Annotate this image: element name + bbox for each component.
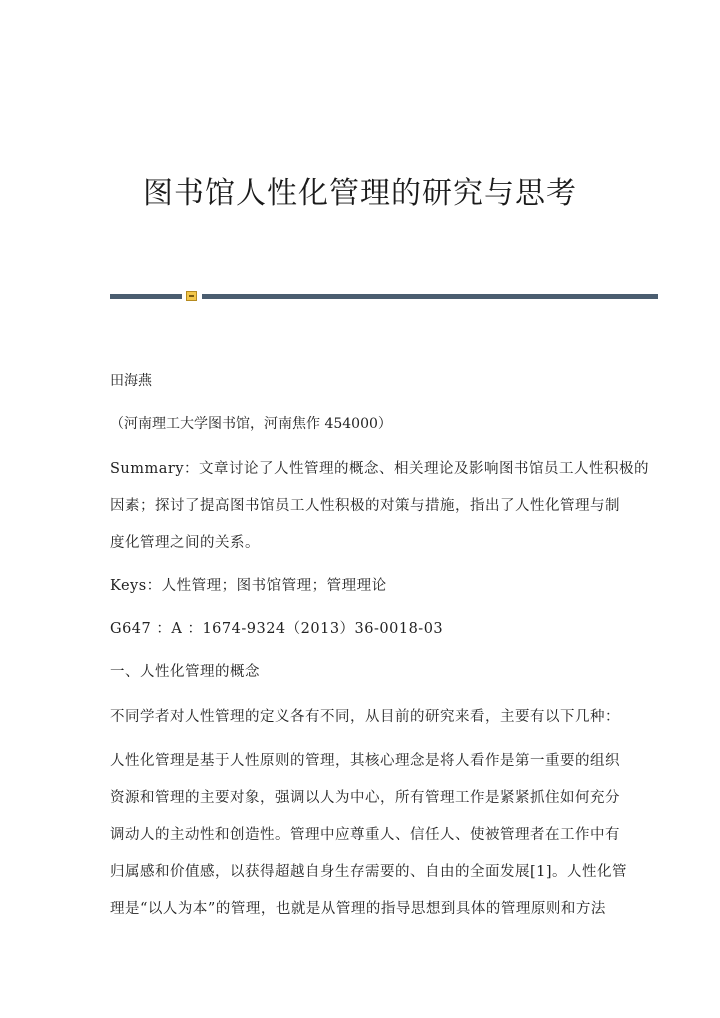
summary-line: 因素；探讨了提高图书馆员工人性积极的对策与措施，指出了人性化管理与制 [110, 498, 620, 514]
summary-line: Summary：文章讨论了人性管理的概念、相关理论及影响图书馆员工人性积极的 [110, 461, 650, 477]
summary-line: 度化管理之间的关系。 [110, 535, 260, 551]
section-heading: 一、人性化管理的概念 [110, 664, 260, 680]
document-title: 图书馆人性化管理的研究与思考 [143, 176, 577, 211]
document-icon [186, 291, 197, 301]
paragraph-line: 资源和管理的主要对象，强调以人为中心，所有管理工作是紧紧抓住如何充分 [110, 790, 620, 806]
keywords: Keys：人性管理；图书馆管理；管理理论 [110, 578, 387, 594]
paragraph-line: 归属感和价值感，以获得超越自身生存需要的、自由的全面发展[1]。人性化管 [110, 864, 628, 880]
paragraph-line: 不同学者对人性管理的定义各有不同，从目前的研究来看，主要有以下几种： [110, 709, 620, 725]
title-divider-left [110, 294, 182, 299]
author-name: 田海燕 [110, 373, 152, 389]
paragraph-line: 调动人的主动性和创造性。管理中应尊重人、信任人、使被管理者在工作中有 [110, 827, 620, 843]
title-divider-right [202, 294, 658, 299]
paragraph-line: 理是“以人为本”的管理，也就是从管理的指导思想到具体的管理原则和方法 [110, 901, 606, 917]
classification-code: G647 ：A ：1674-9324（2013）36-0018-03 [110, 621, 444, 637]
affiliation: （河南理工大学图书馆，河南焦作 454000） [110, 416, 392, 432]
paragraph-line: 人性化管理是基于人性原则的管理，其核心理念是将人看作是第一重要的组织 [110, 753, 620, 769]
